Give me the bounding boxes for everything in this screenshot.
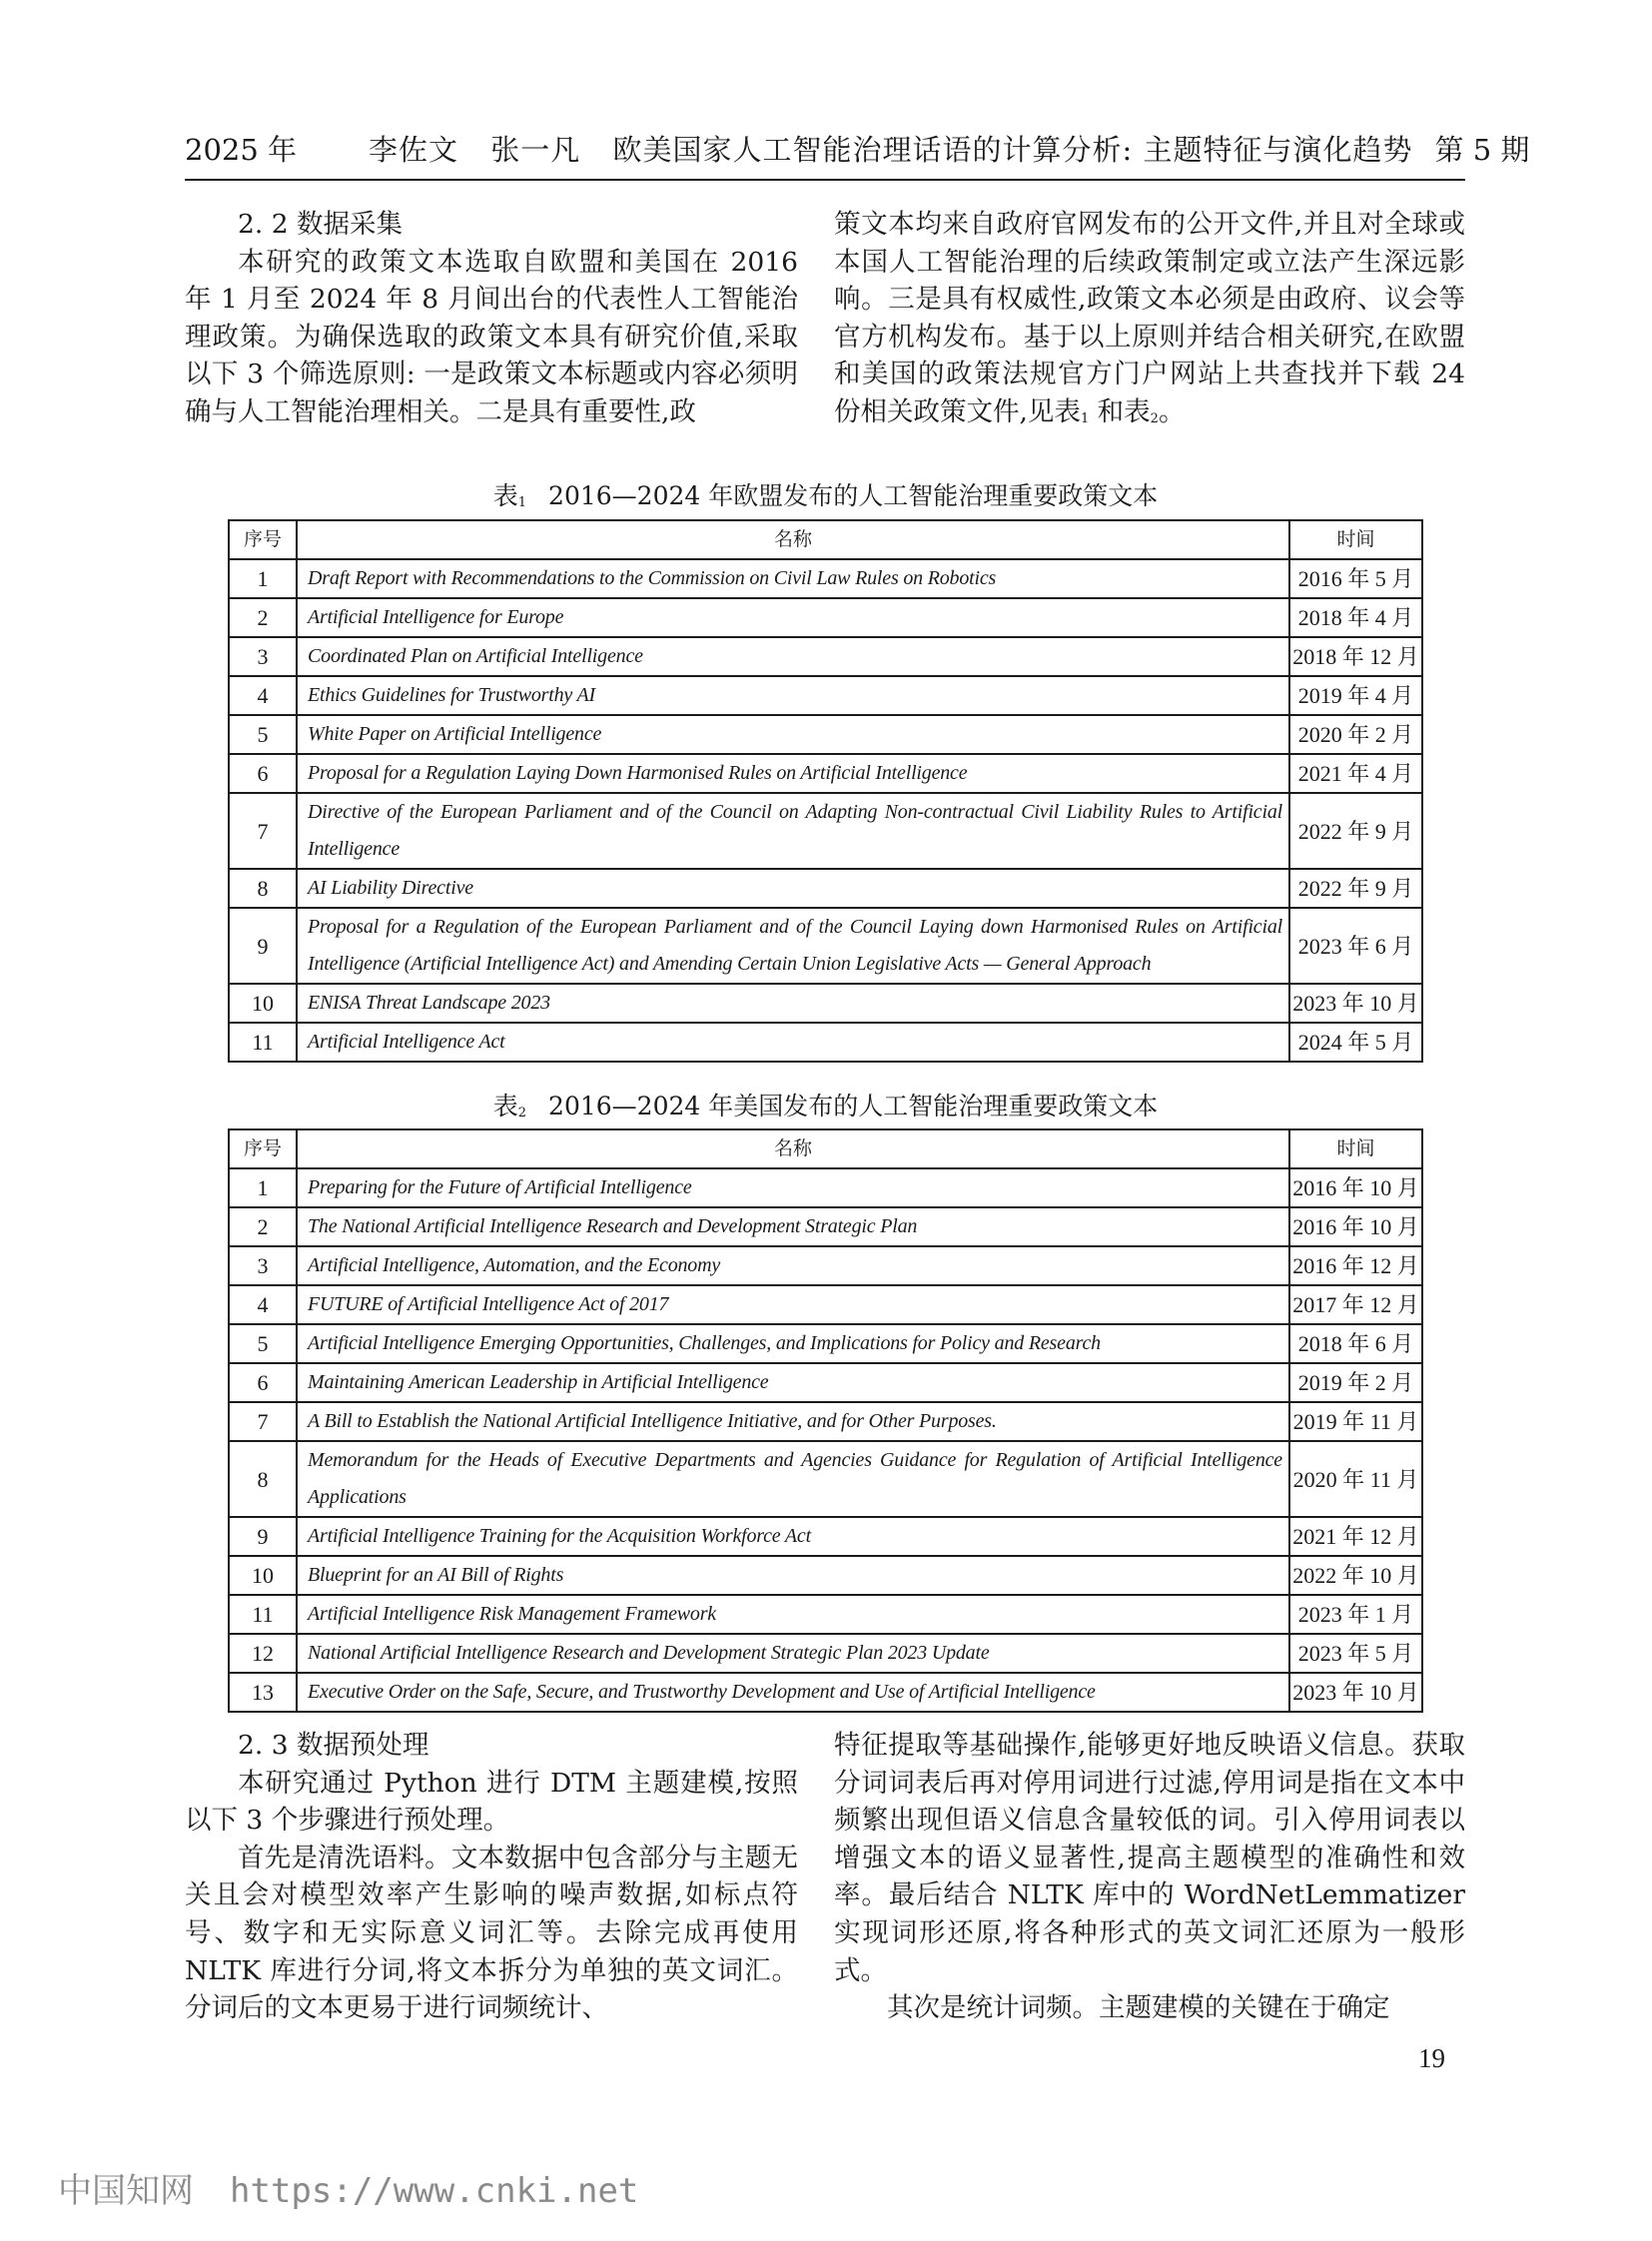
row-time: 2022 年 10 月 xyxy=(1289,1556,1422,1595)
table-row xyxy=(229,1673,1422,1712)
row-index: 9 xyxy=(229,1517,297,1556)
caption-text: 2016—2024 年欧盟发布的人工智能治理重要政策文本 xyxy=(548,481,1159,510)
table-row xyxy=(229,1441,1422,1517)
row-time: 2023 年 10 月 xyxy=(1289,984,1422,1023)
table-row xyxy=(229,676,1422,715)
row-index: 7 xyxy=(229,1402,297,1441)
header-name: 名称 xyxy=(297,1129,1289,1168)
row-name: White Paper on Artificial Intelligence xyxy=(297,715,1289,754)
table-2-caption xyxy=(228,1090,1423,1130)
row-name: Draft Report with Recommendations to the Commission on Civil Law Rules on Robotics xyxy=(297,559,1289,598)
running-head-center xyxy=(297,128,1434,172)
table-row xyxy=(229,1556,1422,1595)
caption-prefix: 表 xyxy=(492,481,518,510)
running-head xyxy=(185,128,1530,172)
row-name: Artificial Intelligence Act xyxy=(297,1023,1289,1062)
table-row xyxy=(229,1285,1422,1324)
row-index: 13 xyxy=(229,1673,297,1712)
row-index: 2 xyxy=(229,1207,297,1246)
author-2: 张一凡 xyxy=(490,133,581,167)
row-name: Artificial Intelligence Risk Management Framework xyxy=(297,1595,1289,1634)
row-index: 5 xyxy=(229,715,297,754)
row-index: 9 xyxy=(229,908,297,984)
table-header-row xyxy=(229,520,1422,559)
row-time: 2023 年 10 月 xyxy=(1289,1673,1422,1712)
table-row xyxy=(229,1402,1422,1441)
author-1: 李佐文 xyxy=(369,133,459,167)
journal-issue: 第 5 期 xyxy=(1434,133,1530,167)
row-index: 4 xyxy=(229,676,297,715)
row-index: 6 xyxy=(229,754,297,793)
row-name: ENISA Threat Landscape 2023 xyxy=(297,984,1289,1023)
row-time: 2018 年 12 月 xyxy=(1289,637,1422,676)
header-name: 名称 xyxy=(297,520,1289,559)
row-name: AI Liability Directive xyxy=(297,869,1289,908)
row-time: 2022 年 9 月 xyxy=(1289,869,1422,908)
row-name: Coordinated Plan on Artificial Intelligence xyxy=(297,637,1289,676)
paragraph: 其次是统计词频。主题建模的关键在于确定 xyxy=(887,1992,1390,2024)
section-2-3-left-column xyxy=(185,1727,798,2027)
row-name: Proposal for a Regulation Laying Down Harmonised Rules on Artificial Intelligence xyxy=(297,754,1289,793)
row-index: 7 xyxy=(229,793,297,869)
row-name: Proposal for a Regulation of the European Parliament and of the Council Laying down Harmonised Rules on Artificial Intelligence (Artificial Intelligence Act) and Amending Certain Union Legislative Acts — General Approach xyxy=(297,908,1289,984)
journal-year: 2025 年 xyxy=(185,133,298,167)
row-time: 2019 年 4 月 xyxy=(1289,676,1422,715)
row-name: Directive of the European Parliament and of the Council on Adapting Non-contractual Civil Liability Rules to Artificial Intelligence xyxy=(297,793,1289,869)
paragraph-text: 。 xyxy=(1158,395,1186,427)
table-1 xyxy=(228,519,1423,1063)
header-index: 序号 xyxy=(229,520,297,559)
table-1-caption xyxy=(228,479,1423,520)
row-name: FUTURE of Artificial Intelligence Act of 2017 xyxy=(297,1285,1289,1324)
header-time: 时间 xyxy=(1289,1129,1422,1168)
caption-label xyxy=(493,1092,526,1120)
table-ref-1-sub: 1 xyxy=(1080,410,1090,426)
row-name: Artificial Intelligence for Europe xyxy=(297,598,1289,637)
caption-label xyxy=(493,481,526,510)
table-row xyxy=(229,1634,1422,1673)
row-index: 5 xyxy=(229,1324,297,1363)
row-index: 3 xyxy=(229,637,297,676)
table-row xyxy=(229,1168,1422,1207)
row-time: 2021 年 4 月 xyxy=(1289,754,1422,793)
table-2 xyxy=(228,1128,1423,1713)
caption-text: 2016—2024 年美国发布的人工智能治理重要政策文本 xyxy=(548,1092,1159,1120)
row-name: Memorandum for the Heads of Executive Departments and Agencies Guidance for Regulation of Artificial Intelligence Applications xyxy=(297,1441,1289,1517)
row-index: 1 xyxy=(229,1168,297,1207)
row-index: 11 xyxy=(229,1595,297,1634)
table-row xyxy=(229,1023,1422,1062)
caption-prefix: 表 xyxy=(492,1092,518,1120)
row-time: 2016 年 5 月 xyxy=(1289,559,1422,598)
row-index: 4 xyxy=(229,1285,297,1324)
section-heading-2-3: 2. 3 数据预处理 xyxy=(238,1730,429,1761)
section-heading-2-2: 2. 2 数据采集 xyxy=(238,209,403,240)
row-time: 2018 年 6 月 xyxy=(1289,1324,1422,1363)
row-index: 11 xyxy=(229,1023,297,1062)
row-name: Maintaining American Leadership in Artificial Intelligence xyxy=(297,1363,1289,1402)
row-name: National Artificial Intelligence Research and Development Strategic Plan 2023 Update xyxy=(297,1634,1289,1673)
row-time: 2019 年 2 月 xyxy=(1289,1363,1422,1402)
table-row xyxy=(229,1207,1422,1246)
header-time: 时间 xyxy=(1289,520,1422,559)
table-row xyxy=(229,1324,1422,1363)
table-row xyxy=(229,754,1422,793)
paragraph: 本研究通过 Python 进行 DTM 主题建模,按照以下 3 个步骤进行预处理。 xyxy=(185,1767,798,1837)
row-index: 3 xyxy=(229,1246,297,1285)
row-index: 10 xyxy=(229,984,297,1023)
table-row xyxy=(229,637,1422,676)
table-ref-2-sub: 2 xyxy=(1150,410,1159,426)
section-2-3-right-column xyxy=(834,1727,1465,2027)
row-index: 2 xyxy=(229,598,297,637)
row-index: 8 xyxy=(229,869,297,908)
row-name: Executive Order on the Safe, Secure, and Trustworthy Development and Use of Artificial Intelligence xyxy=(297,1673,1289,1712)
paragraph: 本研究的政策文本选取自欧盟和美国在 2016 年 1 月至 2024 年 8 月间出台的代表性人工智能治理政策。为确保选取的政策文本具有研究价值,采取以下 3 个筛选原则: 一是政策文本标题或内容必须明确与人工智能治理相关。二是具有重要性,政 xyxy=(185,246,798,427)
row-time: 2020 年 2 月 xyxy=(1289,715,1422,754)
row-time: 2024 年 5 月 xyxy=(1289,1023,1422,1062)
row-time: 2019 年 11 月 xyxy=(1289,1402,1422,1441)
paragraph xyxy=(834,206,1465,438)
paragraph: 特征提取等基础操作,能够更好地反映语义信息。获取分词词表后再对停用词进行过滤,停用词是指在文本中频繁出现但语义信息含量较低的词。引入停用词表以增强文本的语义显著性,提高主题模型的准确性和效率。最后结合 NLTK 库中的 WordNetLemmatizer 实现词形还原,将各种形式的英文词汇还原为一般形式。 xyxy=(834,1730,1465,1986)
row-time: 2018 年 4 月 xyxy=(1289,598,1422,637)
row-index: 1 xyxy=(229,559,297,598)
paragraph: 首先是清洗语料。文本数据中包含部分与主题无关且会对模型效率产生影响的噪声数据,如标点符号、数字和无实际意义词汇等。去除完成再使用 NLTK 库进行分词,将文本拆分为单独的英文词汇。分词后的文本更易于进行词频统计、 xyxy=(185,1842,798,2024)
page-number: 19 xyxy=(1418,2043,1445,2073)
row-name: Artificial Intelligence Emerging Opportunities, Challenges, and Implications for Policy and Research xyxy=(297,1324,1289,1363)
row-time: 2022 年 9 月 xyxy=(1289,793,1422,869)
paragraph-text: 策文本均来自政府官网发布的公开文件,并且对全球或本国人工智能治理的后续政策制定或立法产生深远影响。三是具有权威性,政策文本必须是由政府、议会等官方机构发布。基于以上原则并结合相关研究,在欧盟和美国的政策法规官方门户网站上共查找并下载 24 份相关政策文件,见表 xyxy=(834,209,1465,427)
paragraph-text: 和表 xyxy=(1089,395,1151,427)
row-time: 2016 年 10 月 xyxy=(1289,1207,1422,1246)
row-name: Preparing for the Future of Artificial Intelligence xyxy=(297,1168,1289,1207)
row-index: 12 xyxy=(229,1634,297,1673)
row-name: Blueprint for an AI Bill of Rights xyxy=(297,1556,1289,1595)
row-index: 8 xyxy=(229,1441,297,1517)
table-row xyxy=(229,908,1422,984)
section-2-2-right-column xyxy=(834,206,1465,438)
table-row xyxy=(229,715,1422,754)
row-time: 2016 年 12 月 xyxy=(1289,1246,1422,1285)
row-time: 2016 年 10 月 xyxy=(1289,1168,1422,1207)
row-name: Ethics Guidelines for Trustworthy AI xyxy=(297,676,1289,715)
table-row xyxy=(229,559,1422,598)
row-name: The National Artificial Intelligence Research and Development Strategic Plan xyxy=(297,1207,1289,1246)
watermark-url[interactable]: https://www.cnki.net xyxy=(230,2171,639,2211)
article-title: 欧美国家人工智能治理话语的计算分析: 主题特征与演化趋势 xyxy=(612,133,1413,167)
caption-sub: 2 xyxy=(517,1106,527,1120)
cnki-watermark xyxy=(58,2163,638,2212)
row-time: 2023 年 6 月 xyxy=(1289,908,1422,984)
table-row xyxy=(229,984,1422,1023)
section-2-2-left-column xyxy=(185,206,798,431)
header-rule xyxy=(185,179,1465,181)
watermark-brand: 中国知网 xyxy=(58,2171,194,2211)
header-index: 序号 xyxy=(229,1129,297,1168)
row-name: Artificial Intelligence Training for the Acquisition Workforce Act xyxy=(297,1517,1289,1556)
table-row xyxy=(229,598,1422,637)
row-time: 2017 年 12 月 xyxy=(1289,1285,1422,1324)
row-index: 6 xyxy=(229,1363,297,1402)
table-row xyxy=(229,1595,1422,1634)
table-row xyxy=(229,869,1422,908)
table-row xyxy=(229,1363,1422,1402)
table-row xyxy=(229,1517,1422,1556)
row-index: 10 xyxy=(229,1556,297,1595)
row-time: 2023 年 5 月 xyxy=(1289,1634,1422,1673)
caption-sub: 1 xyxy=(517,495,527,510)
table-row xyxy=(229,1246,1422,1285)
table-row xyxy=(229,793,1422,869)
row-time: 2021 年 12 月 xyxy=(1289,1517,1422,1556)
row-time: 2020 年 11 月 xyxy=(1289,1441,1422,1517)
table-header-row xyxy=(229,1129,1422,1168)
row-name: Artificial Intelligence, Automation, and the Economy xyxy=(297,1246,1289,1285)
row-time: 2023 年 1 月 xyxy=(1289,1595,1422,1634)
row-name: A Bill to Establish the National Artificial Intelligence Initiative, and for Other Purposes. xyxy=(297,1402,1289,1441)
